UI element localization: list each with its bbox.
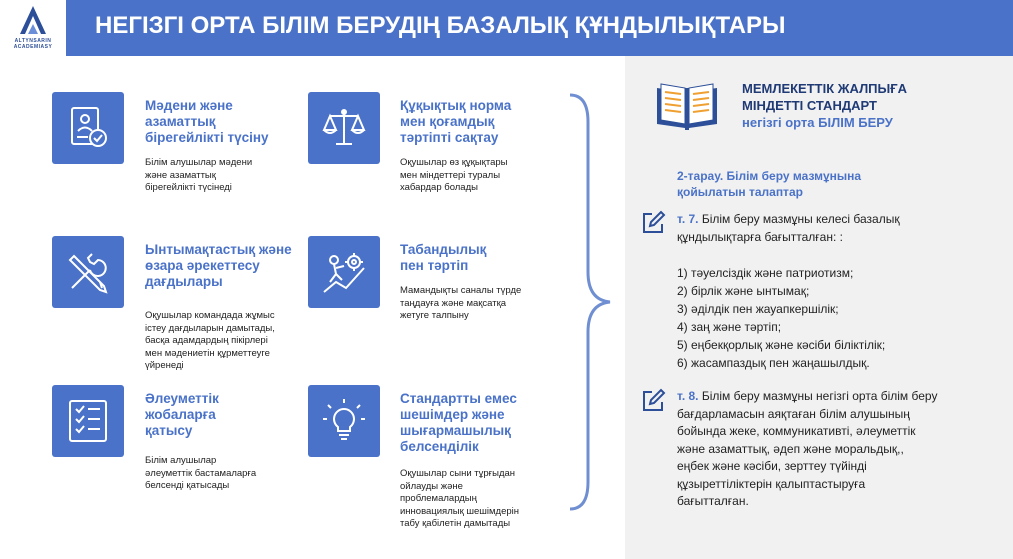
article-7: т. 7. Білім беру мазмұны келесі базалық құндылықтарға бағытталған: : [677,212,900,244]
card-title-legal-norms: Құқықтық норма мен қоғамдық тәртіпті сақтау [400,98,512,145]
card-desc-persistence: Мамандықты саналы түрде таңдауға және мақсатқа жетуге талпыну [400,285,522,321]
values-list [677,264,885,372]
list-item: 6) жасампаздық пен жаңашылдық. [677,356,870,370]
standard-title: МЕМЛЕКЕТТІК ЖАЛПЫҒА МІНДЕТТІ СТАНДАРТ негізгі орта БІЛІМ БЕРУ [742,81,908,130]
card-desc-cultural-identity: Білім алушылар мәдени және азаматтық бірегейлікті түсінеді [145,157,253,193]
standard-subtitle: негізгі орта БІЛІМ БЕРУ [742,115,893,130]
list-item: 4) заң және тәртіп; [677,320,782,334]
list-item: 2) бірлік және ынтымақ; [677,284,810,298]
article-8: т. 8. Білім беру мазмұны негізгі орта білім беру бағдарламасын аяқтаған білім алушының бойында жеке, коммуникативті, әлеуметтік және азаматтық, әдеп және моральдық,, еңбек және кәсіби, зерттеу түйінді құзыреттіліктерін қалыптастыруға бағытталған. [677,389,938,508]
list-item: 3) әділдік пен жауапкершілік; [677,302,839,316]
open-book-icon [654,80,720,132]
wrench-pencil-icon [52,236,124,308]
card-title-persistence: Табандылық пен тәртіп [400,242,487,273]
checklist-icon [52,385,124,457]
list-item: 5) еңбекқорлық және кәсіби біліктілік; [677,338,886,352]
edit-icon [640,210,666,236]
section-title: 2-тарау. Білім беру мазмұнына қойылатын талаптар [677,169,862,199]
scales-icon [308,92,380,164]
card-title-cultural-identity: Мәдени және азаматтық бірегейлікті түсіну [145,98,269,145]
logo-mark-icon [0,0,66,40]
card-title-collaboration: Ынтымақтастық және өзара әрекеттесу дағдылары [145,242,292,289]
card-desc-legal-norms: Оқушылар өз құқықтары мен міндеттері туралы хабардар болады [400,157,508,193]
page-title: НЕГІЗГІ ОРТА БІЛІМ БЕРУДІҢ БАЗАЛЫҚ ҚҰНДЫЛЫҚТАРЫ [95,12,786,39]
header-bar [0,0,1013,56]
card-desc-creativity: Оқушылар сыни тұрғыдан ойлауды және проблемалардың инновациялық шешімдерін табу қабілетін дамытады [400,468,520,529]
climber-gear-icon [308,236,380,308]
card-title-social-projects: Әлеуметтік жобаларға қатысу [145,391,219,438]
curly-brace-icon [566,92,616,512]
card-desc-social-projects: Білім алушылар әлеуметтік бастамаларға белсенді қатысады [145,455,257,491]
list-item: 1) тәуелсіздік және патриотизм; [677,266,854,280]
lightbulb-icon [308,385,380,457]
edit-icon [640,388,666,414]
id-card-check-icon [52,92,124,164]
logo [0,0,66,56]
card-desc-collaboration: Оқушылар командада жұмыс істеу дағдыларын дамытады, басқа адамдардың пікірлері мен мәдениетін құрметтеуге үйренеді [145,310,275,371]
card-title-creativity: Стандартты емес шешімдер және шығармашылық белсенділік [400,391,517,454]
logo-text: ALTYNSARIN ACADEMIASY [13,38,53,50]
